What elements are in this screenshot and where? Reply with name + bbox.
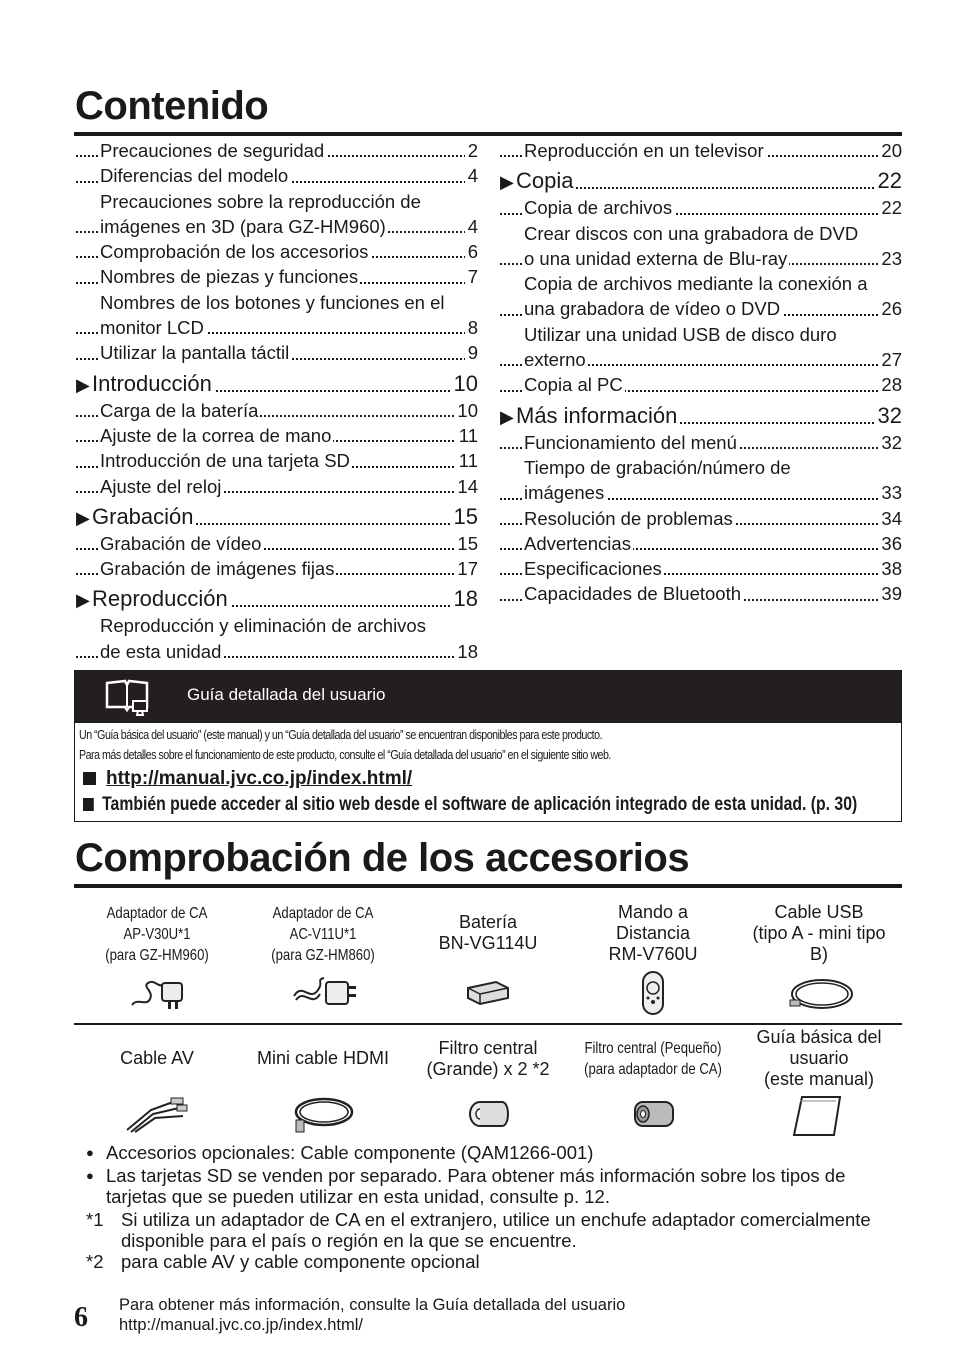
toc-entry-title: ▶Copia [500, 168, 575, 193]
section-arrow-icon: ▶ [500, 406, 514, 427]
toc-entry[interactable] [500, 246, 902, 271]
toc-entry-title: Ajuste de la correa de mano [100, 424, 332, 446]
guide-url-link[interactable] [83, 768, 412, 790]
usb-cable-icon [786, 974, 856, 1014]
accessory-label: Adaptador de CA AP-V30U*1 (para GZ-HM960) [105, 905, 209, 964]
toc-section[interactable] [76, 584, 478, 613]
accessory-hdmi-cable [243, 1048, 403, 1069]
battery-icon [466, 980, 510, 1006]
toc-entry-title: Precauciones de seguridad [100, 140, 325, 161]
footnote-1: *1 Si utiliza un adaptador de CA en el extranjero, utilice un enchufe adaptador comercialmente disponible para el país o región en la que se encuentre. [86, 1209, 871, 1251]
guide-description-line2: Para más detalles sobre el funcionamiento de este producto, consulte el “Guía detallada del usuario” en el siguiente sitio web. [79, 747, 611, 762]
bullet-dot-icon: ● [86, 1145, 94, 1160]
accessory-core-filter-small [566, 1038, 740, 1080]
toc-page-number: 9 [465, 340, 478, 365]
accessory-label: Batería BN-VG114U [438, 912, 538, 953]
section-arrow-icon: ▶ [76, 507, 90, 528]
toc-entry-continued: Tiempo de grabación/número de [524, 456, 791, 478]
toc-page-number: 6 [465, 239, 478, 264]
footnote-mark: *2 [86, 1251, 104, 1272]
toc-entry-title: Ajuste del reloj [100, 475, 222, 497]
toc-entry-title: Nombres de piezas y funciones [100, 266, 359, 288]
toc-entry[interactable] [76, 340, 478, 365]
footer-line1: Para obtener más información, consulte la Guía detallada del usuario [119, 1296, 626, 1314]
toc-page-number: 18 [454, 639, 478, 664]
toc-entry[interactable] [76, 639, 478, 664]
accessory-core-filter-large [408, 1038, 568, 1080]
accessory-label: Adaptador de CA AC-V11U*1 (para GZ-HM860) [271, 905, 375, 964]
toc-entry-title: ▶Más información [500, 403, 679, 428]
toc-entry[interactable] [76, 163, 478, 188]
toc-entry[interactable] [76, 556, 478, 581]
toc-entry[interactable] [500, 195, 902, 220]
av-cable-icon [123, 1094, 189, 1134]
accessories-title: Comprobación de los accesorios [75, 836, 690, 880]
toc-page-number: 8 [465, 315, 478, 340]
square-bullet-icon [83, 798, 94, 811]
toc-page-number: 38 [878, 556, 902, 581]
accessory-label: Mando a Distancia RM-V760U [608, 902, 698, 964]
toc-right-column [500, 138, 902, 607]
toc-page-number: 11 [456, 448, 478, 473]
note-optional-accessories: ● Accesorios opcionales: Cable componente (QAM1266-001) [86, 1142, 594, 1163]
toc-entry-title: Utilizar la pantalla táctil [100, 342, 290, 364]
toc-page-number: 15 [454, 531, 478, 556]
toc-entry-title: Copia al PC [524, 374, 623, 396]
toc-page-number: 17 [454, 556, 478, 581]
accessory-remote [573, 902, 733, 965]
accessory-battery [408, 912, 568, 954]
toc-entry-continued: Precauciones sobre la reproducción de [100, 190, 421, 212]
toc-entry-continued: Nombres de los botones y funciones en el [100, 291, 445, 313]
toc-page-number: 22 [878, 195, 902, 220]
footnote-2: *2 para cable AV y cable componente opcional [86, 1251, 480, 1272]
accessory-usb-cable [739, 902, 899, 965]
toc-page-number: 23 [878, 246, 902, 271]
toc-page-number: 20 [878, 138, 902, 163]
accessory-ac-adapter-ap-v30u [77, 903, 237, 966]
hdmi-cable-icon [290, 1094, 356, 1136]
toc-entry-title: una grabadora de vídeo o DVD [524, 298, 781, 320]
contents-title-rule [74, 132, 902, 136]
accessory-label: Guía básica del usuario (este manual) [756, 1027, 882, 1089]
accessory-label: Filtro central (Grande) x 2 *2 [426, 1038, 550, 1079]
toc-entry-title: imágenes en 3D (para GZ-HM960) [100, 215, 386, 237]
toc-entry[interactable] [500, 581, 902, 606]
toc-entry[interactable] [500, 556, 902, 581]
toc-entry[interactable] [500, 506, 902, 531]
core-filter-large-icon [466, 1096, 514, 1132]
section-arrow-icon: ▶ [76, 374, 90, 395]
toc-left-column [76, 138, 478, 664]
guide-url-text[interactable]: http://manual.jvc.co.jp/index.html/ [106, 768, 413, 789]
toc-page-number: 11 [456, 423, 478, 448]
toc-section[interactable] [500, 166, 902, 195]
accessory-label: Mini cable HDMI [256, 1048, 390, 1068]
toc-page-number: 15 [451, 502, 478, 531]
toc-entry[interactable] [76, 423, 478, 448]
footnote-mark: *1 [86, 1209, 104, 1230]
toc-entry-title: Comprobación de los accesorios [100, 241, 369, 263]
toc-entry[interactable] [76, 531, 478, 556]
toc-page-number: 14 [454, 474, 478, 499]
toc-page-number: 27 [878, 347, 902, 372]
toc-entry-title: Funcionamiento del menú [524, 431, 737, 453]
toc-entry[interactable] [500, 296, 902, 321]
toc-entry-title: Especificaciones [524, 558, 662, 580]
toc-entry-title: de esta unidad [100, 640, 222, 662]
ac-adapter-icon [128, 975, 188, 1013]
toc-entry-title: Capacidades de Bluetooth [524, 583, 742, 605]
toc-entry[interactable] [76, 315, 478, 340]
toc-entry-title: Introducción de una tarjeta SD [100, 450, 350, 472]
toc-page-number: 26 [878, 296, 902, 321]
section-arrow-icon: ▶ [500, 172, 514, 193]
detailed-guide-box [74, 670, 902, 822]
toc-page-number: 7 [465, 264, 478, 289]
toc-entry-title: Grabación de vídeo [100, 532, 262, 554]
toc-entry[interactable] [500, 347, 902, 372]
toc-entry-title: Diferencias del modelo [100, 165, 289, 187]
toc-entry[interactable] [76, 138, 478, 163]
accessory-label: Cable AV [120, 1048, 194, 1068]
toc-entry-continued: Copia de archivos mediante la conexión a [524, 273, 868, 295]
toc-entry[interactable] [76, 398, 478, 423]
toc-page-number: 39 [878, 581, 902, 606]
toc-page-number: 4 [465, 214, 478, 239]
toc-entry[interactable] [76, 239, 478, 264]
toc-entry[interactable] [500, 372, 902, 397]
guide-software-note [83, 794, 857, 816]
guide-description-line1: Un “Guía básica del usuario” (este manual) y un “Guía detallada del usuario” se encuentran disponibles para este producto. [79, 727, 603, 742]
bullet-dot-icon: ● [86, 1168, 94, 1183]
accessory-row-divider [74, 1023, 902, 1025]
toc-page-number: 32 [878, 430, 902, 455]
toc-entry-title: monitor LCD [100, 317, 204, 339]
toc-page-number: 36 [878, 531, 902, 556]
toc-entry-title: o una unidad externa de Blu-ray [524, 247, 788, 269]
ac-adapter-icon [290, 972, 360, 1012]
accessory-av-cable [77, 1048, 237, 1069]
toc-entry[interactable] [500, 138, 902, 163]
toc-page-number: 32 [875, 401, 902, 430]
toc-section[interactable] [500, 401, 902, 430]
toc-entry-continued: Utilizar una unidad USB de disco duro [524, 323, 837, 345]
toc-entry-continued: Reproducción y eliminación de archivos [100, 615, 426, 637]
core-filter-small-icon [629, 1096, 679, 1132]
toc-page-number: 28 [878, 372, 902, 397]
toc-entry-title: Copia de archivos [524, 197, 673, 219]
accessories-title-rule [74, 884, 902, 888]
toc-page-number: 18 [451, 584, 478, 613]
toc-page-number: 2 [465, 138, 478, 163]
contents-title: Contenido [75, 84, 269, 128]
accessory-basic-guide [739, 1027, 899, 1090]
toc-page-number: 4 [465, 163, 478, 188]
toc-page-number: 33 [878, 480, 902, 505]
remote-control-icon [641, 970, 665, 1016]
toc-entry-title: externo [524, 349, 586, 371]
toc-page-number: 22 [875, 166, 902, 195]
toc-entry-title: ▶Grabación [76, 504, 196, 529]
page-number: 6 [74, 1302, 88, 1333]
toc-entry-title: ▶Introducción [76, 371, 214, 396]
detailed-guide-header: Guía detallada del usuario [187, 685, 386, 704]
toc-entry[interactable] [500, 531, 902, 556]
toc-page-number: 10 [454, 398, 478, 423]
toc-section[interactable] [76, 369, 478, 398]
toc-entry-title: Resolución de problemas [524, 507, 733, 529]
toc-entry-title: Advertencias [524, 532, 631, 554]
book-monitor-icon [103, 677, 153, 724]
toc-entry[interactable] [76, 264, 478, 289]
square-bullet-icon [83, 772, 96, 785]
toc-entry-title: Reproducción en un televisor [524, 140, 764, 161]
footer-text [119, 1295, 625, 1335]
toc-entry[interactable] [76, 474, 478, 499]
toc-page-number: 10 [451, 369, 478, 398]
toc-entry-title: ▶Reproducción [76, 586, 230, 611]
accessory-ac-adapter-ac-v11u [243, 903, 403, 966]
guide-software-note-text: También puede acceder al sitio web desde el software de aplicación integrado de esta unidad. (p. 30) [102, 794, 858, 815]
footer-url[interactable]: http://manual.jvc.co.jp/index.html/ [119, 1316, 363, 1334]
section-arrow-icon: ▶ [76, 590, 90, 611]
toc-section[interactable] [76, 502, 478, 531]
toc-entry[interactable] [76, 214, 478, 239]
detailed-guide-header-bar [75, 671, 901, 723]
toc-entry-title: Carga de la batería [100, 399, 259, 421]
accessory-label: Cable USB (tipo A - mini tipo B) [752, 902, 886, 964]
toc-page-number: 34 [878, 506, 902, 531]
toc-entry[interactable] [500, 430, 902, 455]
accessory-notes [86, 1142, 906, 1272]
accessory-label: Filtro central (Pequeño) (para adaptador de CA) [584, 1040, 722, 1078]
toc-entry-continued: Crear discos con una grabadora de DVD [524, 222, 859, 244]
toc-entry-title: imágenes [524, 482, 605, 504]
toc-entry[interactable] [76, 448, 478, 473]
note-sd-cards: ● Las tarjetas SD se venden por separado. Para obtener más información sobre los tipos de tarjetas que se pueden utilizar en esta unidad, consulte p. 12. [86, 1165, 846, 1207]
manual-booklet-icon [790, 1093, 846, 1139]
toc-entry-title: Grabación de imágenes fijas [100, 558, 335, 580]
toc-entry[interactable] [500, 480, 902, 505]
